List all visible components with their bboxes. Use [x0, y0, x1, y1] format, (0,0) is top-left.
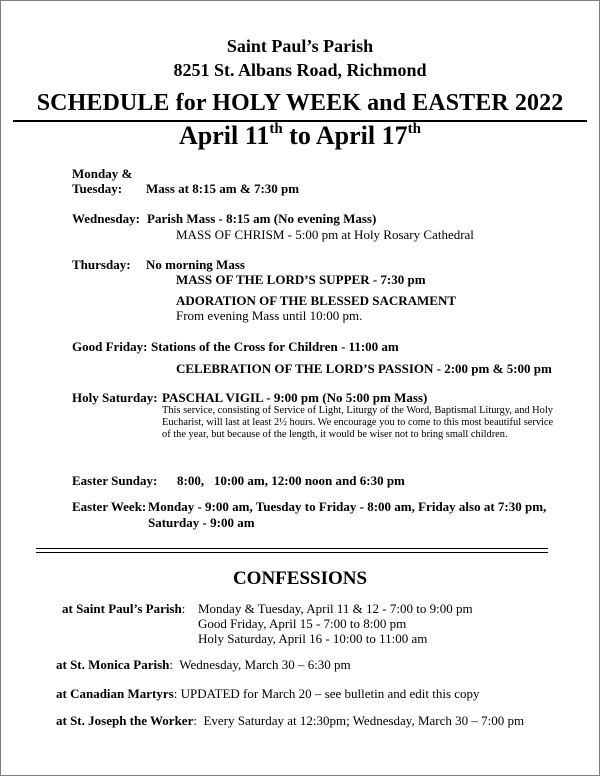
- confession-st-monica: [56, 657, 351, 673]
- confession-canadian-martyrs: [56, 686, 480, 702]
- holy-saturday-vigil: PASCHAL VIGIL - 9:00 pm (No 5:00 pm Mass): [162, 390, 428, 405]
- st-pauls-time-3: Holy Saturday, April 16 - 10:00 to 11:00 am: [198, 631, 428, 646]
- thursday-no-morning-mass: No morning Mass: [146, 257, 245, 272]
- page-title: SCHEDULE for HOLY WEEK and EASTER 2022: [36, 90, 564, 116]
- good-friday-passion: CELEBRATION OF THE LORD’S PASSION - 2:00 pm & 5:00 pm: [176, 361, 552, 376]
- wednesday-chrism-mass: MASS OF CHRISM - 5:00 pm at Holy Rosary Cathedral: [176, 227, 474, 242]
- easter-sunday-times: 8:00, 10:00 am, 12:00 noon and 6:30 pm: [177, 473, 405, 488]
- st-pauls-label: at Saint Paul’s Parish: [62, 601, 182, 616]
- confessions-title: CONFESSIONS: [232, 568, 368, 589]
- easter-week-label: Easter Week:: [72, 499, 147, 514]
- monday-tuesday-mass: Mass at 8:15 am & 7:30 pm: [146, 181, 300, 196]
- good-friday-stations: Stations of the Cross for Children - 11:00 am: [151, 339, 399, 354]
- wednesday-parish-mass: Parish Mass - 8:15 am (No evening Mass): [147, 211, 377, 226]
- st-joseph-label: at St. Joseph the Worker: [56, 713, 194, 728]
- section-divider-top: [36, 548, 548, 549]
- thursday-label: Thursday:: [72, 257, 131, 272]
- date-end-suffix: th: [407, 121, 421, 137]
- parish-address: 8251 St. Albans Road, Richmond: [173, 60, 427, 80]
- st-pauls-time-2: Good Friday, April 15 - 7:00 to 8:00 pm: [198, 616, 407, 631]
- thursday-adoration: ADORATION OF THE BLESSED SACRAMENT: [176, 293, 457, 308]
- thursday-lords-supper: MASS OF THE LORD’S SUPPER - 7:30 pm: [176, 272, 426, 287]
- section-divider-bottom: [36, 552, 548, 553]
- easter-sunday-label: Easter Sunday:: [72, 473, 158, 488]
- holy-saturday-note: This service, consisting of Service of Light, Liturgy of the Word, Baptismal Liturgy, and Holy Eucharist, will last at least 2½ hours. We encourage you to come to this most beautiful service of the year, but because of the length, it would be wiser not to bring small children.: [162, 405, 554, 441]
- st-monica-time: : Wednesday, March 30 – 6:30 pm: [169, 657, 351, 672]
- canadian-martyrs-label: at Canadian Martyrs: [56, 686, 174, 701]
- monday-tuesday-label-2: Tuesday:: [72, 181, 123, 196]
- good-friday-label: Good Friday:: [72, 339, 148, 354]
- canadian-martyrs-note: : UPDATED for March 20 – see bulletin and edit this copy: [173, 686, 480, 701]
- parish-name: Saint Paul’s Parish: [226, 36, 374, 56]
- st-pauls-colon: :: [181, 601, 186, 616]
- date-start-suffix: th: [269, 121, 283, 137]
- date-start: April 11: [179, 121, 270, 150]
- date-range: [0, 121, 600, 151]
- date-end: to April 17: [282, 121, 408, 150]
- easter-week-line-1: Monday - 9:00 am, Tuesday to Friday - 8:00 am, Friday also at 7:30 pm,: [148, 499, 547, 514]
- st-joseph-times: : Every Saturday at 12:30pm; Wednesday, March 30 – 7:00 pm: [193, 713, 525, 728]
- st-pauls-time-1: Monday & Tuesday, April 11 & 12 - 7:00 to 9:00 pm: [198, 601, 473, 616]
- st-monica-label: at St. Monica Parish: [56, 657, 170, 672]
- thursday-adoration-time: From evening Mass until 10:00 pm.: [176, 308, 363, 323]
- confession-st-pauls: [62, 601, 185, 617]
- easter-week-line-2: Saturday - 9:00 am: [148, 515, 255, 530]
- wednesday-label: Wednesday:: [72, 211, 140, 226]
- monday-tuesday-label-1: Monday &: [72, 166, 133, 181]
- confession-st-joseph: [56, 713, 524, 729]
- holy-saturday-label: Holy Saturday:: [72, 390, 158, 405]
